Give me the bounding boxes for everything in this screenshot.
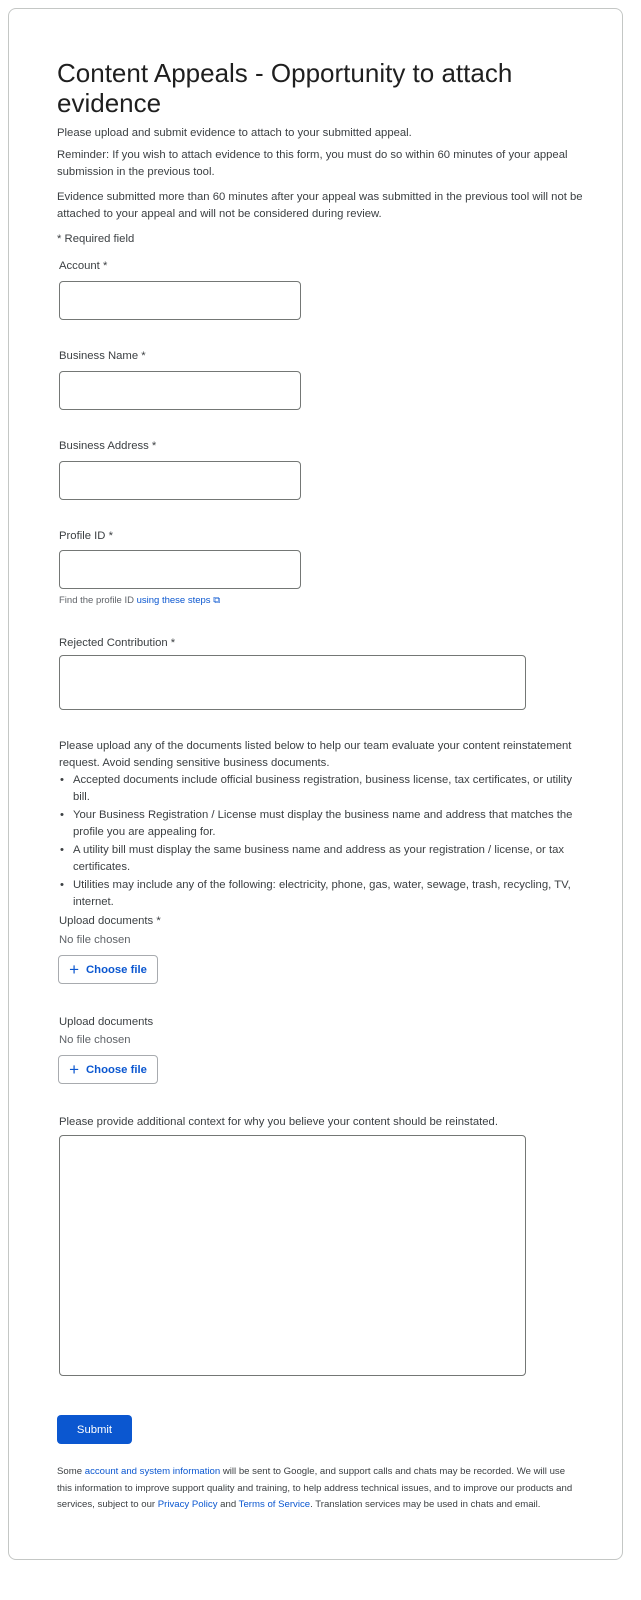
account-info-link[interactable]: account and system information [84,1466,221,1477]
choose-file-button-2[interactable] [58,1055,158,1084]
choose-file-label: Choose file [86,963,147,976]
documents-list [57,772,582,912]
profile-id-label: Profile ID * [59,530,113,542]
context-textarea[interactable] [59,1135,526,1376]
page-title: Content Appeals - Opportunity to attach evidence [57,58,513,118]
account-input[interactable] [59,281,301,320]
business-address-label: Business Address * [59,440,157,452]
choose-file-button[interactable] [58,955,158,984]
plus-icon: + [69,960,80,979]
business-name-label: Business Name * [59,350,146,362]
submit-button[interactable]: Submit [57,1415,132,1444]
context-label: Please provide additional context for why you believe your content should be reinstated. [59,1116,498,1128]
business-name-input[interactable] [59,371,301,410]
account-label: Account * [59,260,108,272]
external-link-icon[interactable]: ⧉ [213,595,220,606]
intro-text: Please upload and submit evidence to attach to your submitted appeal. [57,127,412,139]
footer-text: and [217,1499,239,1510]
upload-status: No file chosen [59,1034,131,1046]
plus-icon: + [69,1060,80,1079]
profile-id-help [59,595,220,606]
terms-of-service-link[interactable]: Terms of Service [238,1499,311,1510]
upload-status: No file chosen [59,934,131,946]
footer-text: will be sent to Google, and support calls and chats may be recorded. We will use this information to improve support quality and training, to help address technical issues, and to improve our products and services, subject to our [57,1466,573,1510]
profile-id-input[interactable] [59,550,301,589]
list-item: • Utilities may include any of the following: electricity, phone, gas, water, sewage, trash, recycling, TV, internet. [57,877,582,911]
list-item: • Your Business Registration / License must display the business name and address that matches the profile you are appealing for. [57,807,582,841]
rejected-contribution-label: Rejected Contribution * [59,637,176,649]
warning-text: Evidence submitted more than 60 minutes after your appeal was submitted in the previous tool will not be attached to your appeal and will not be considered during review. [57,191,583,220]
help-text: Find the profile ID [59,595,137,606]
list-item: • Accepted documents include official business registration, business license, tax certificates, or utility bill. [57,772,582,806]
footer-text: Some [57,1466,85,1477]
rejected-contribution-input[interactable] [59,655,526,710]
choose-file-label: Choose file [86,1063,147,1076]
using-these-steps-link[interactable]: using these steps [136,595,211,606]
footer-disclaimer [57,1464,577,1514]
business-address-input[interactable] [59,461,301,500]
upload-label-required: Upload documents * [59,915,161,927]
documents-intro: Please upload any of the documents listed below to help our team evaluate your content reinstatement request. Avoid sending sensitive business documents. [59,740,572,769]
required-note: * Required field [57,233,135,245]
list-item: • A utility bill must display the same business name and address as your registration / license, or tax certificates. [57,842,582,876]
reminder-text: Reminder: If you wish to attach evidence to this form, you must do so within 60 minutes of your appeal submission in the previous tool. [57,149,568,178]
footer-text: . Translation services may be used in chats and email. [310,1499,541,1510]
upload-label: Upload documents [59,1016,154,1028]
privacy-policy-link[interactable]: Privacy Policy [157,1499,218,1510]
